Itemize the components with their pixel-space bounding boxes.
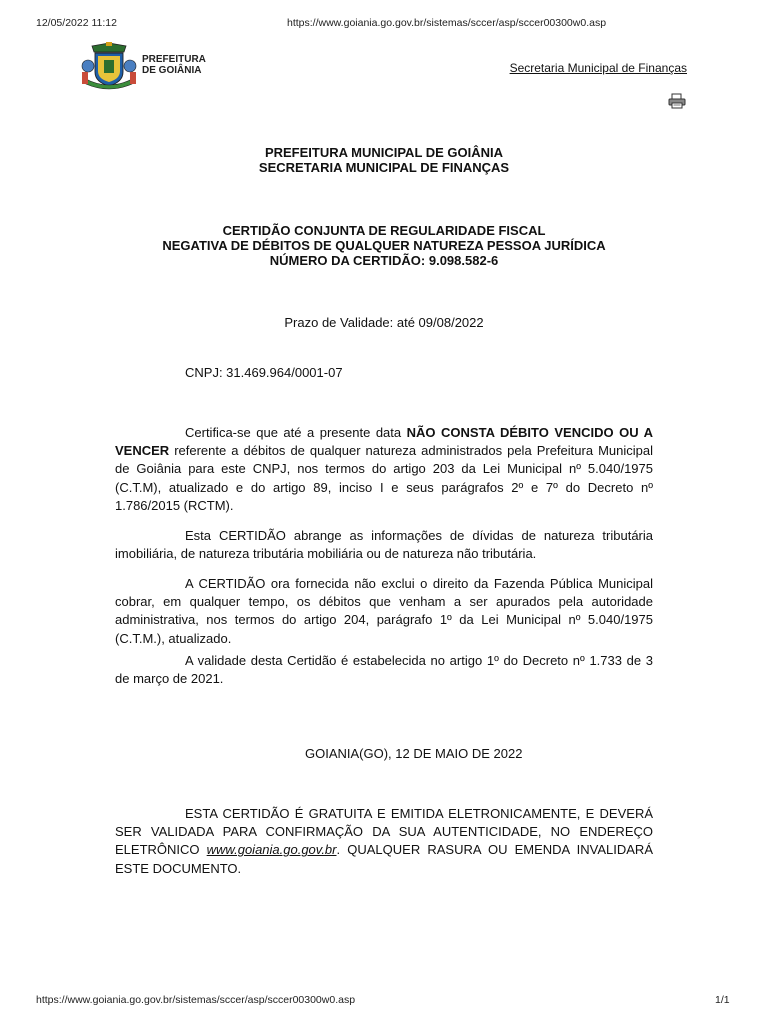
- logo-line2: DE GOIÂNIA: [142, 65, 202, 76]
- print-url: https://www.goiania.go.gov.br/sistemas/sccer/asp/sccer00300w0.asp: [287, 17, 607, 29]
- final-notice-after: . QUALQUER RASURA OU EMENDA INVALIDARÁ ESTE DOCUMENTO.: [115, 842, 653, 876]
- footer-page-number: 1/1: [715, 994, 730, 1006]
- rights-paragraph: A CERTIDÃO ora fornecida não exclui o direito da Fazenda Pública Municipal cobrar, em qualquer tempo, os débitos que venham a ser apurados pela autoridade administrativa, nos termos do artigo 204, parágrafo 1º da Lei Municipal nº 5.040/1975 (C.T.M.), atualizado.: [115, 576, 653, 646]
- no-debt-statement: NÃO CONSTA DÉBITO VENCIDO OU A VENCER: [115, 425, 653, 459]
- validity-text: Prazo de Validade: até 09/08/2022: [284, 315, 484, 330]
- certificate-title: [0, 223, 768, 268]
- secretaria-link[interactable]: Secretaria Municipal de Finanças: [509, 61, 687, 75]
- certification-paragraph: [115, 424, 653, 515]
- printer-icon[interactable]: [668, 93, 686, 109]
- validity-decree-paragraph: A validade desta Certidão é estabelecida no artigo 1º do Decreto nº 1.733 de 3 de março de 2021.: [115, 653, 653, 687]
- final-notice: [115, 805, 653, 878]
- municipality-heading: [0, 145, 768, 175]
- heading-line1: PREFEITURA MUNICIPAL DE GOIÂNIA: [264, 145, 504, 160]
- certification-intro: Certifica-se que até a presente data: [185, 425, 407, 440]
- place-date: GOIANIA(GO), 12 DE MAIO DE 2022: [305, 746, 523, 761]
- certificate-title-line1: CERTIDÃO CONJUNTA DE REGULARIDADE FISCAL: [222, 223, 546, 238]
- footer-url: https://www.goiania.go.gov.br/sistemas/sccer/asp/sccer00300w0.asp: [36, 994, 356, 1006]
- cnpj-text: CNPJ: 31.469.964/0001-07: [185, 365, 343, 380]
- scope-paragraph: Esta CERTIDÃO abrange as informações de dívidas de natureza tributária imobiliária, de natureza tributária mobiliária ou de natureza não tributária.: [115, 528, 653, 562]
- print-datetime: 12/05/2022 11:12: [36, 17, 117, 29]
- certificate-number: NÚMERO DA CERTIDÃO: 9.098.582-6: [269, 253, 499, 268]
- certificate-title-line2: NEGATIVA DE DÉBITOS DE QUALQUER NATUREZA PESSOA JURÍDICA: [162, 238, 606, 253]
- prefeitura-logo: [80, 42, 210, 92]
- coat-of-arms-icon: [80, 42, 138, 92]
- validation-link[interactable]: www.goiania.go.gov.br: [206, 842, 337, 858]
- logo-line1: PREFEITURA: [142, 54, 206, 65]
- heading-line2: SECRETARIA MUNICIPAL DE FINANÇAS: [258, 160, 510, 175]
- certification-rest: referente a débitos de qualquer natureza administrados pela Prefeitura Municipal de Goiânia para este CNPJ, nos termos do artigo 203 da Lei Municipal nº 5.040/1975 (C.T.M), atualizado e do artigo 89, inciso I e seus parágrafos 2º e 7º do Decreto nº 1.786/2015 (RCTM).: [115, 443, 653, 513]
- final-notice-before: ESTA CERTIDÃO É GRATUITA E EMITIDA ELETRONICAMENTE, E DEVERÁ SER VALIDADA PARA CONFIRMAÇÃO DA SUA AUTENTICIDADE, NO ENDEREÇO ELETRÔNICO: [115, 806, 653, 858]
